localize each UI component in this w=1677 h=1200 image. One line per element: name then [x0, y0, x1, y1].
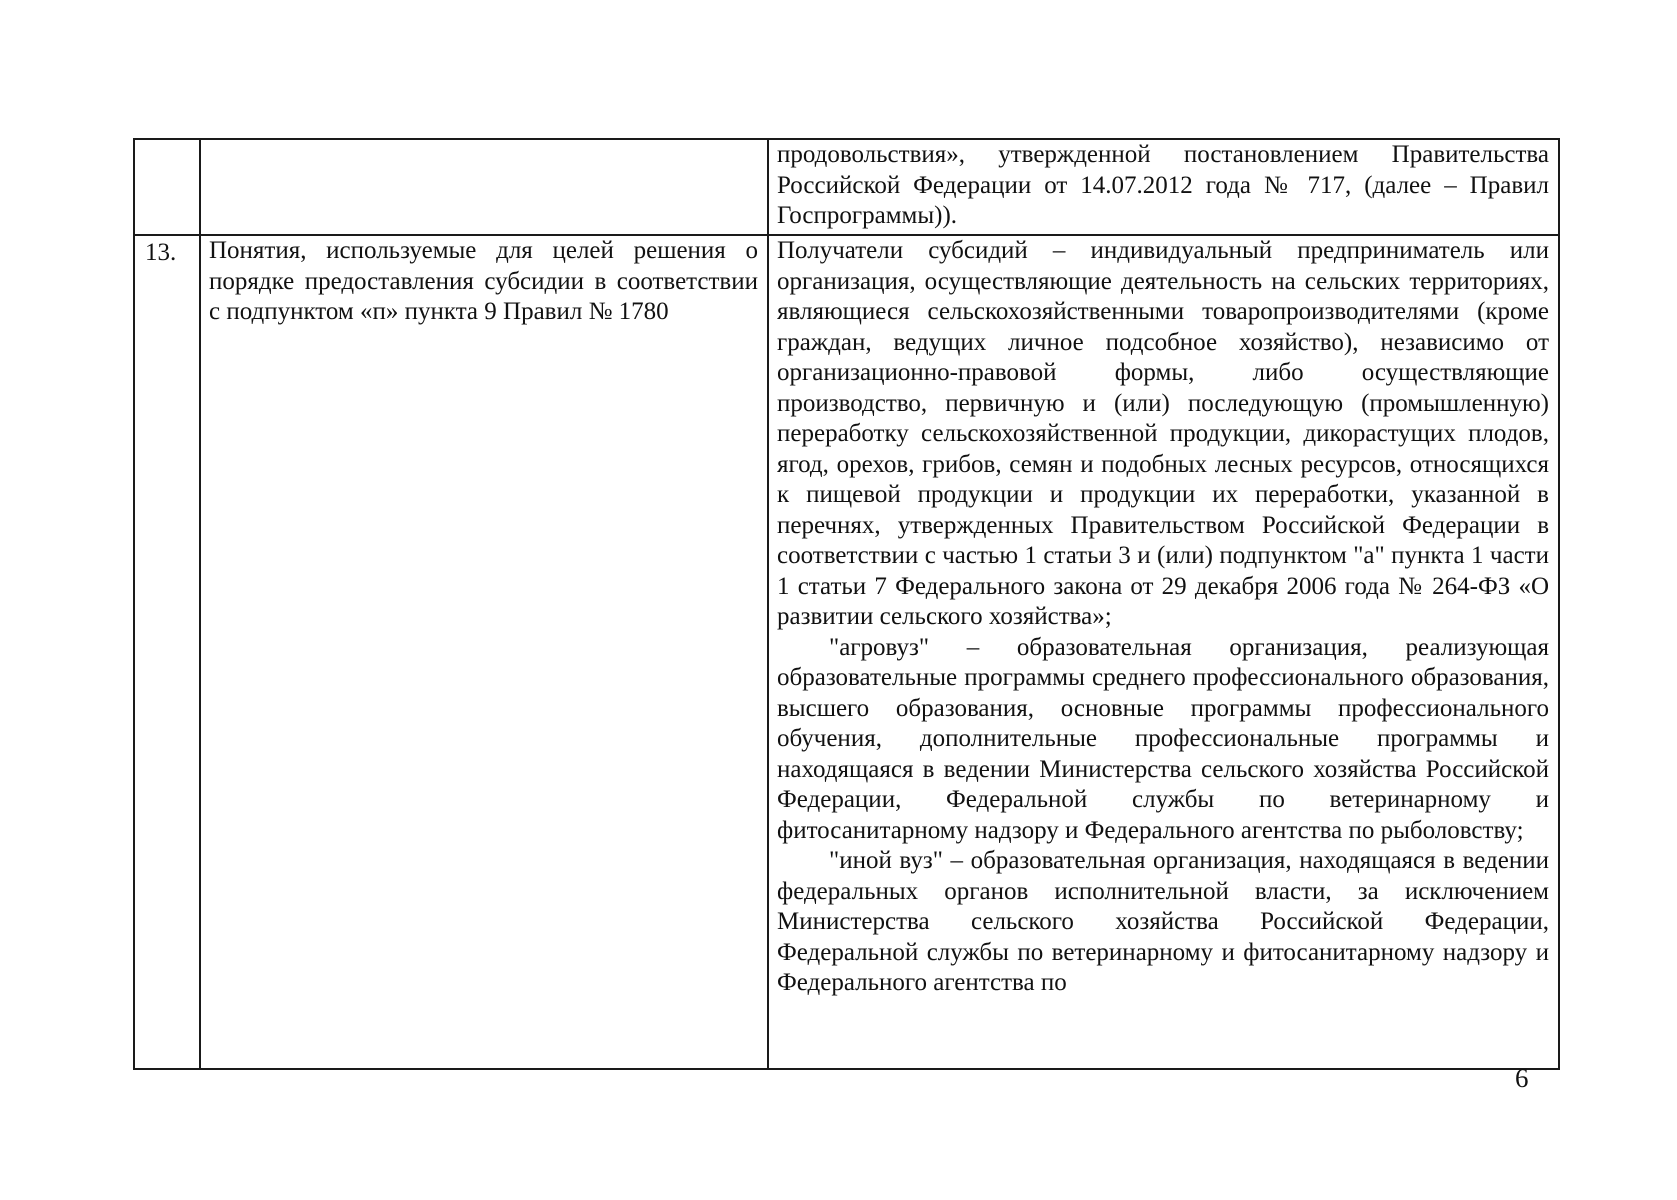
- row-content-cell: [768, 235, 1559, 1069]
- document-table: [133, 138, 1560, 1070]
- table-row-13: [134, 235, 1559, 1069]
- row-name-cell: [200, 139, 768, 235]
- row-number-cell: 13.: [134, 235, 200, 1069]
- definition-paragraph-agrovuz: "агровуз" – образовательная организация, реализующая образовательные программы среднего профессионального образования, высшего образования, основные программы профессионального обучения, дополнительные профессиональные программы и находящаяся в ведении Министерства сельского хозяйства Российской Федерации, Федеральной службы по ветеринарному и фитосанитарному надзору и Федерального агентства по рыболовству;: [777, 633, 1549, 844]
- definition-paragraph-recipients: Получатели субсидий – индивидуальный предприниматель или организация, осуществляющие деятельность на сельских территориях, являющиеся сельскохозяйственными товаропроизводителями (кроме граждан, ведущих личное подсобное хозяйство), независимо от организационно-правовой формы, либо осуществляющие производство, первичную и (или) последующую (промышленную) переработку сельскохозяйственной продукции, дикорастущих плодов, ягод, орехов, грибов, семян и подобных лесных ресурсов, относящихся к пищевой продукции и продукции их переработки, указанной в перечнях, утвержденных Правительством Российской Федерации в соответствии с частью 1 статьи 3 и (или) подпунктом "а" пункта 1 части 1 статьи 7 Федерального закона от 29 декабря 2006 года № 264-ФЗ «О развитии сельского хозяйства»;: [777, 237, 1549, 630]
- definition-paragraph-inoy-vuz: "иной вуз" – образовательная организация, находящаяся в ведении федеральных органов исполнительной власти, за исключением Министерства сельского хозяйства Российской Федерации, Федеральной службы по ветеринарному и фитосанитарному надзору и Федерального агентства по: [777, 847, 1549, 996]
- row-name-cell: Понятия, используемые для целей решения о порядке предоставления субсидии в соответствии с подпунктом «п» пункта 9 Правил № 1780: [200, 235, 768, 1069]
- row-number-cell: [134, 139, 200, 235]
- table-row-continuation: [134, 139, 1559, 235]
- content-paragraph: продовольствия», утвержденной постановлением Правительства Российской Федерации от 14.07.2012 года № 717, (далее – Правил Госпрограммы)).: [777, 141, 1549, 229]
- row-content-cell: [768, 139, 1559, 235]
- page-number: 6: [1515, 1063, 1529, 1093]
